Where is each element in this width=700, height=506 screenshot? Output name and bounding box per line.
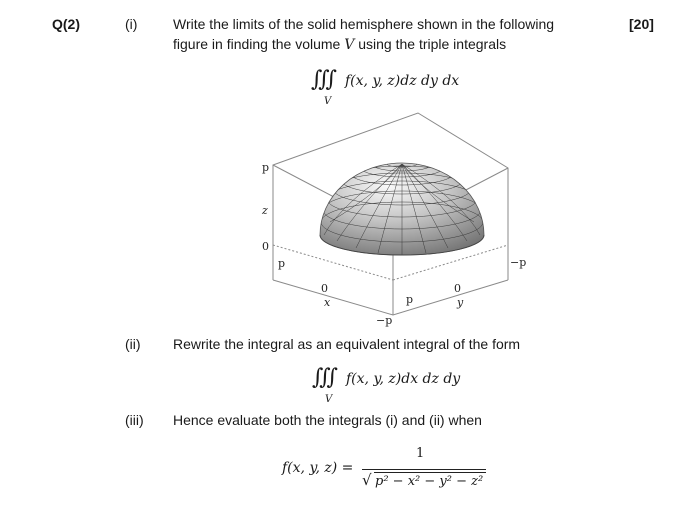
question-number: Q(2) (52, 16, 80, 32)
x-zero-tick: p (278, 257, 286, 270)
z-axis-label: z (262, 204, 268, 217)
z-top-tick: p (262, 161, 270, 174)
part-i-line2-prefix: figure in finding the volume (173, 36, 345, 52)
part-i-line2 (173, 36, 506, 53)
sqrt-overline (374, 472, 486, 473)
part-i-line1: Write the limits of the solid hemisphere shown in the following (173, 16, 555, 32)
fraction-bar (362, 469, 486, 470)
x-zero: 0 (321, 282, 328, 295)
function-definition (282, 446, 502, 496)
fraction-denominator: p² − x² − y² − z² (375, 474, 484, 489)
integral-region: V (325, 394, 333, 405)
function-lhs: f(x, y, z) = (282, 460, 354, 476)
y-neg-tick: −p (510, 256, 527, 269)
integral-i (311, 66, 511, 116)
volume-variable: V (344, 37, 355, 53)
part-i-label: (i) (125, 16, 138, 32)
integral-region: V (324, 96, 332, 107)
integrand-ii: f(x, y, z)dx dz dy (346, 371, 461, 387)
marks-label: [20] (629, 16, 654, 32)
y-pos-tick: p (406, 293, 414, 306)
y-axis-label: y (457, 296, 464, 309)
z-zero-tick: 0 (262, 240, 269, 253)
sqrt-icon: √ (362, 471, 372, 489)
part-iii-text: Hence evaluate both the integrals (i) and (ii) when (173, 412, 482, 428)
part-i-line2-suffix: using the triple integrals (354, 36, 507, 52)
hemisphere-figure (238, 110, 538, 330)
fraction-numerator: 1 (416, 446, 425, 461)
integral-ii (312, 364, 512, 414)
integrand-i: f(x, y, z)dz dy dx (345, 73, 460, 89)
hemisphere-surface (320, 159, 484, 255)
triple-integral-sign: ∭ (311, 67, 332, 92)
x-axis-label: x (324, 296, 331, 309)
triple-integral-sign: ∭ (312, 365, 333, 390)
part-iii-label: (iii) (125, 412, 144, 428)
part-ii-text: Rewrite the integral as an equivalent integral of the form (173, 336, 521, 352)
part-ii-label: (ii) (125, 336, 141, 352)
y-zero: 0 (454, 282, 461, 295)
x-neg-tick: −p (376, 314, 393, 327)
